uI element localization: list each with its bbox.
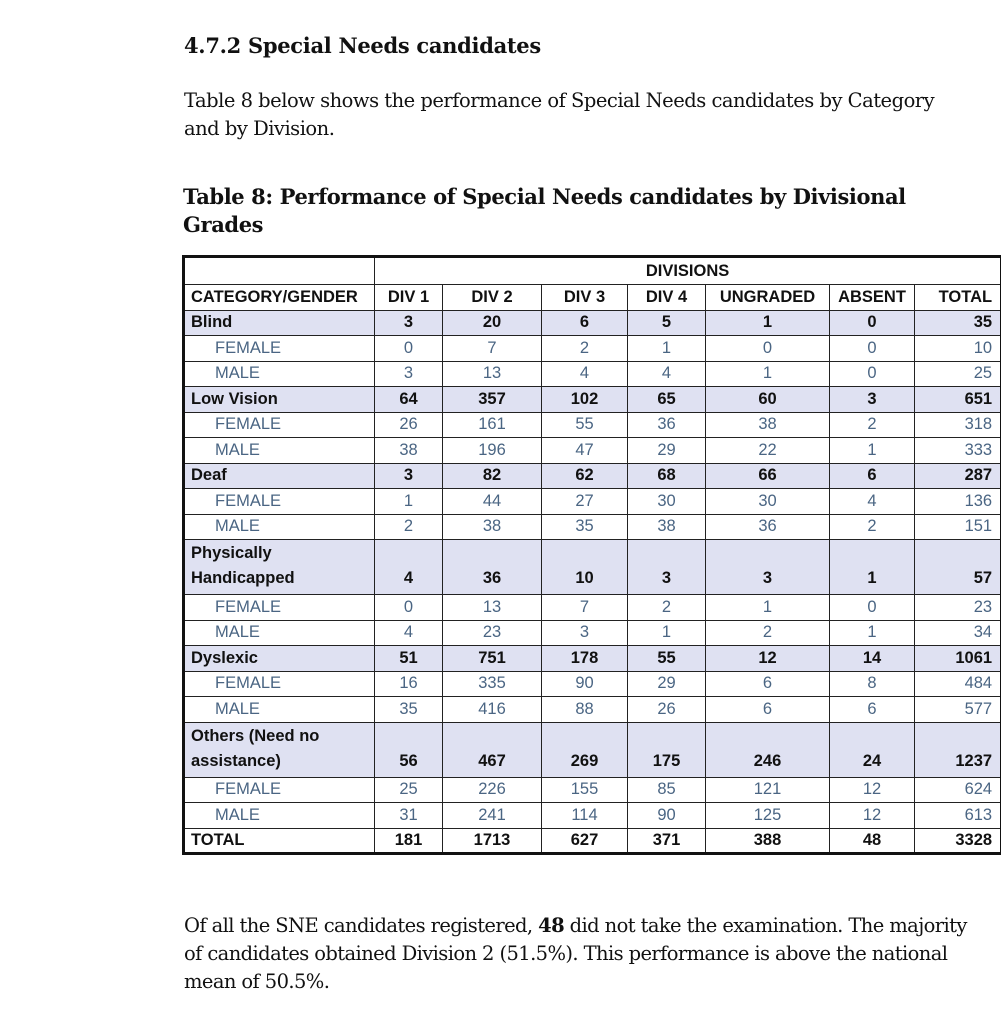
divisions-header: DIVISIONS <box>375 257 1001 285</box>
female-row <box>184 777 1001 803</box>
category-value: 357 <box>443 387 542 413</box>
male-label: MALE <box>184 514 375 540</box>
total-value: 388 <box>706 828 830 854</box>
female-value: 8 <box>830 671 915 697</box>
female-value: 121 <box>706 777 830 803</box>
category-value: 1061 <box>915 646 1001 672</box>
male-value: 22 <box>706 438 830 464</box>
category-value: 12 <box>706 646 830 672</box>
conclusion-paragraph <box>184 912 974 996</box>
male-value: 613 <box>915 803 1001 829</box>
female-value: 7 <box>443 336 542 362</box>
category-value: 1237 <box>915 722 1001 777</box>
male-row <box>184 697 1001 723</box>
female-label: FEMALE <box>184 777 375 803</box>
category-row <box>184 646 1001 672</box>
category-value: 20 <box>443 310 542 336</box>
female-label: FEMALE <box>184 671 375 697</box>
female-value: 38 <box>706 412 830 438</box>
female-value: 2 <box>542 336 628 362</box>
category-value: 102 <box>542 387 628 413</box>
female-value: 155 <box>542 777 628 803</box>
female-value: 0 <box>375 595 443 621</box>
male-value: 416 <box>443 697 542 723</box>
female-value: 30 <box>628 489 706 515</box>
male-value: 2 <box>706 620 830 646</box>
male-value: 4 <box>375 620 443 646</box>
category-value: 175 <box>628 722 706 777</box>
male-row <box>184 514 1001 540</box>
male-label: MALE <box>184 620 375 646</box>
male-value: 3 <box>375 361 443 387</box>
column-header: DIV 1 <box>375 285 443 311</box>
category-value: 35 <box>915 310 1001 336</box>
female-value: 25 <box>375 777 443 803</box>
female-value: 136 <box>915 489 1001 515</box>
male-row <box>184 620 1001 646</box>
category-value: 36 <box>443 540 542 595</box>
category-value: 467 <box>443 722 542 777</box>
male-value: 88 <box>542 697 628 723</box>
category-value: 68 <box>628 463 706 489</box>
male-value: 1 <box>830 438 915 464</box>
female-value: 161 <box>443 412 542 438</box>
category-value: 10 <box>542 540 628 595</box>
male-value: 29 <box>628 438 706 464</box>
male-value: 196 <box>443 438 542 464</box>
male-value: 125 <box>706 803 830 829</box>
male-value: 31 <box>375 803 443 829</box>
column-header: DIV 2 <box>443 285 542 311</box>
female-value: 23 <box>915 595 1001 621</box>
male-value: 47 <box>542 438 628 464</box>
category-value: 60 <box>706 387 830 413</box>
male-value: 38 <box>628 514 706 540</box>
female-value: 1 <box>706 595 830 621</box>
column-header: DIV 3 <box>542 285 628 311</box>
intro-paragraph: Table 8 below shows the performance of Special Needs candidates by Category and by Division. <box>184 89 935 140</box>
male-value: 4 <box>542 361 628 387</box>
male-value: 34 <box>915 620 1001 646</box>
category-label-line: Physically <box>191 544 272 562</box>
male-value: 35 <box>542 514 628 540</box>
female-value: 44 <box>443 489 542 515</box>
female-value: 4 <box>830 489 915 515</box>
category-value: 3 <box>830 387 915 413</box>
female-value: 2 <box>830 412 915 438</box>
female-value: 335 <box>443 671 542 697</box>
male-value: 26 <box>628 697 706 723</box>
category-value: 751 <box>443 646 542 672</box>
category-value: 57 <box>915 540 1001 595</box>
category-value: 66 <box>706 463 830 489</box>
male-label: MALE <box>184 438 375 464</box>
category-label-line: Others (Need no <box>191 726 320 745</box>
header-blank-cell <box>184 257 375 285</box>
female-value: 27 <box>542 489 628 515</box>
male-value: 13 <box>443 361 542 387</box>
total-value: 48 <box>830 828 915 854</box>
male-value: 35 <box>375 697 443 723</box>
category-label: Low Vision <box>184 387 375 413</box>
male-value: 38 <box>375 438 443 464</box>
female-row <box>184 336 1001 362</box>
female-label: FEMALE <box>184 595 375 621</box>
performance-table <box>182 255 1001 855</box>
category-value: 1 <box>706 310 830 336</box>
category-value: 3 <box>375 463 443 489</box>
category-value: 246 <box>706 722 830 777</box>
category-value: 269 <box>542 722 628 777</box>
female-value: 1 <box>628 336 706 362</box>
female-value: 6 <box>706 671 830 697</box>
category-label-line: Handicapped <box>191 569 295 587</box>
male-value: 2 <box>375 514 443 540</box>
male-value: 25 <box>915 361 1001 387</box>
male-value: 2 <box>830 514 915 540</box>
male-row <box>184 361 1001 387</box>
category-value: 24 <box>830 722 915 777</box>
male-value: 241 <box>443 803 542 829</box>
category-label: Blind <box>184 310 375 336</box>
total-value: 181 <box>375 828 443 854</box>
category-value: 1 <box>830 540 915 595</box>
group-header-row <box>184 257 1001 285</box>
female-value: 29 <box>628 671 706 697</box>
category-value: 55 <box>628 646 706 672</box>
male-label: MALE <box>184 361 375 387</box>
category-label <box>184 540 375 595</box>
total-value: 1713 <box>443 828 542 854</box>
female-value: 0 <box>830 336 915 362</box>
female-value: 0 <box>706 336 830 362</box>
category-value: 64 <box>375 387 443 413</box>
category-row <box>184 310 1001 336</box>
male-value: 0 <box>830 361 915 387</box>
female-value: 55 <box>542 412 628 438</box>
male-value: 36 <box>706 514 830 540</box>
female-value: 624 <box>915 777 1001 803</box>
conclusion-text-2: did not take the examination. The majority of candidates obtained Division 2 (51.5%). This performance is above the national mean of 50.5%. <box>184 914 967 993</box>
total-label: TOTAL <box>184 828 375 854</box>
table-caption: Table 8: Performance of Special Needs candidates by Divisional Grades <box>183 184 906 237</box>
female-row <box>184 489 1001 515</box>
male-value: 38 <box>443 514 542 540</box>
absent-count: 48 <box>538 914 565 937</box>
male-value: 1 <box>706 361 830 387</box>
female-value: 12 <box>830 777 915 803</box>
category-value: 5 <box>628 310 706 336</box>
category-value: 14 <box>830 646 915 672</box>
category-value: 65 <box>628 387 706 413</box>
male-value: 6 <box>830 697 915 723</box>
male-value: 1 <box>628 620 706 646</box>
category-value: 56 <box>375 722 443 777</box>
male-label: MALE <box>184 697 375 723</box>
male-value: 577 <box>915 697 1001 723</box>
male-row <box>184 438 1001 464</box>
category-value: 6 <box>542 310 628 336</box>
female-value: 1 <box>375 489 443 515</box>
female-value: 10 <box>915 336 1001 362</box>
male-value: 23 <box>443 620 542 646</box>
column-header: UNGRADED <box>706 285 830 311</box>
category-value: 62 <box>542 463 628 489</box>
category-row <box>184 540 1001 595</box>
male-value: 4 <box>628 361 706 387</box>
column-header: CATEGORY/GENDER <box>184 285 375 311</box>
category-label: Dyslexic <box>184 646 375 672</box>
female-value: 0 <box>375 336 443 362</box>
category-value: 82 <box>443 463 542 489</box>
male-value: 333 <box>915 438 1001 464</box>
column-header: TOTAL <box>915 285 1001 311</box>
female-value: 0 <box>830 595 915 621</box>
female-label: FEMALE <box>184 336 375 362</box>
female-value: 13 <box>443 595 542 621</box>
female-value: 2 <box>628 595 706 621</box>
male-value: 151 <box>915 514 1001 540</box>
category-value: 51 <box>375 646 443 672</box>
section-heading: 4.7.2 Special Needs candidates <box>184 33 541 58</box>
male-value: 114 <box>542 803 628 829</box>
female-value: 85 <box>628 777 706 803</box>
male-value: 1 <box>830 620 915 646</box>
category-value: 6 <box>830 463 915 489</box>
category-label <box>184 722 375 777</box>
category-value: 4 <box>375 540 443 595</box>
male-label: MALE <box>184 803 375 829</box>
category-row <box>184 463 1001 489</box>
column-header: ABSENT <box>830 285 915 311</box>
female-value: 36 <box>628 412 706 438</box>
female-row <box>184 595 1001 621</box>
category-row <box>184 387 1001 413</box>
male-value: 90 <box>628 803 706 829</box>
female-value: 318 <box>915 412 1001 438</box>
category-label: Deaf <box>184 463 375 489</box>
male-row <box>184 803 1001 829</box>
category-label-line: assistance) <box>191 751 281 770</box>
column-header: DIV 4 <box>628 285 706 311</box>
female-value: 26 <box>375 412 443 438</box>
conclusion-text-1: Of all the SNE candidates registered, <box>184 914 539 937</box>
category-value: 0 <box>830 310 915 336</box>
female-value: 7 <box>542 595 628 621</box>
total-value: 371 <box>628 828 706 854</box>
male-value: 6 <box>706 697 830 723</box>
category-row <box>184 722 1001 777</box>
total-row <box>184 828 1001 854</box>
category-value: 3 <box>706 540 830 595</box>
female-label: FEMALE <box>184 412 375 438</box>
female-value: 90 <box>542 671 628 697</box>
category-value: 287 <box>915 463 1001 489</box>
male-value: 3 <box>542 620 628 646</box>
female-label: FEMALE <box>184 489 375 515</box>
female-value: 16 <box>375 671 443 697</box>
category-value: 3 <box>375 310 443 336</box>
category-value: 3 <box>628 540 706 595</box>
female-row <box>184 412 1001 438</box>
female-row <box>184 671 1001 697</box>
female-value: 484 <box>915 671 1001 697</box>
total-value: 3328 <box>915 828 1001 854</box>
column-header-row <box>184 285 1001 311</box>
category-value: 651 <box>915 387 1001 413</box>
female-value: 226 <box>443 777 542 803</box>
category-value: 178 <box>542 646 628 672</box>
female-value: 30 <box>706 489 830 515</box>
total-value: 627 <box>542 828 628 854</box>
male-value: 12 <box>830 803 915 829</box>
